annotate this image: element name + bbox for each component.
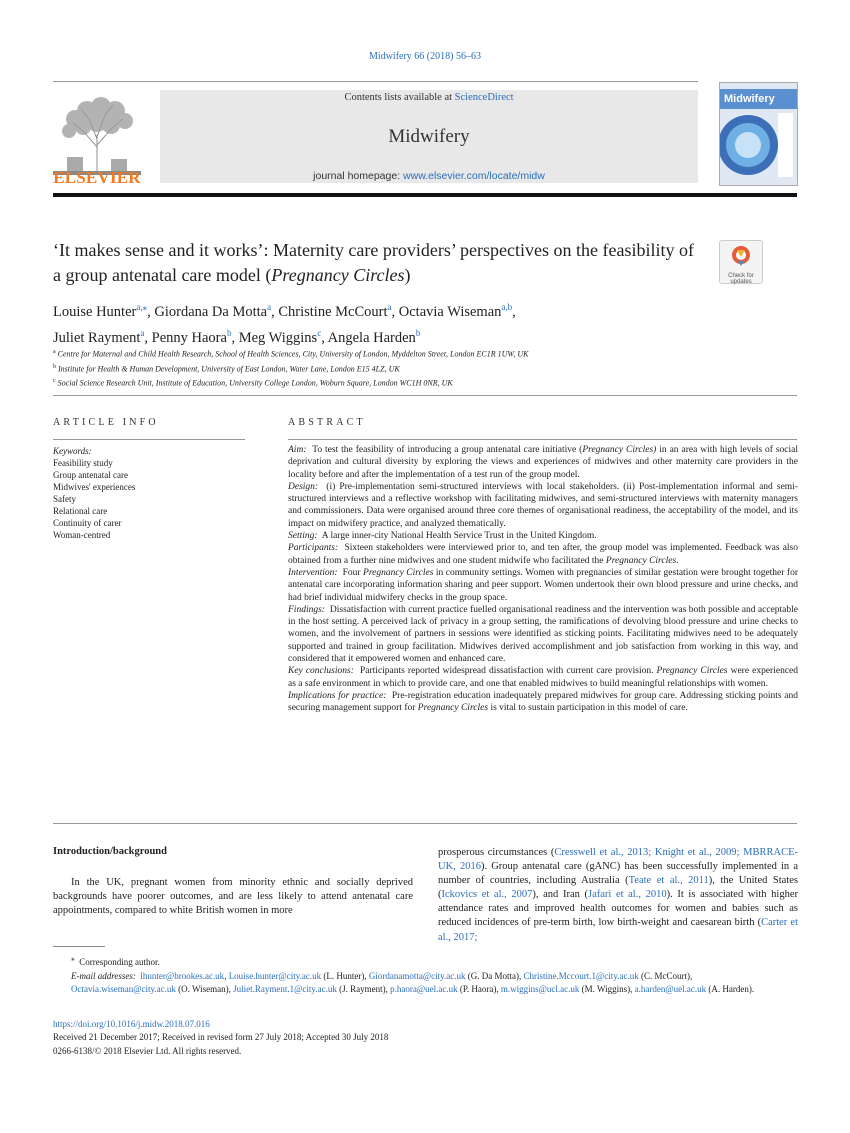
author-affiliation-marker[interactable]: a (267, 302, 272, 312)
email-link[interactable]: Christine.Mccourt.1@city.ac.uk (523, 970, 639, 981)
abstract-body (288, 444, 798, 715)
affiliation-marker: b (53, 363, 56, 370)
intervention-italic: Pregnancy Circles (363, 567, 434, 578)
homepage-prefix: journal homepage: (313, 170, 404, 182)
article-info-rule (53, 439, 245, 440)
footnote-line (53, 952, 798, 970)
email-link[interactable]: m.wiggins@ucl.ac.uk (500, 984, 580, 995)
email-addresses (53, 970, 798, 997)
intervention-label: Intervention: (288, 567, 338, 578)
aim-italic: Pregnancy Circles) (582, 445, 657, 455)
abstract-findings (288, 604, 798, 665)
paragraph-text: prosperous circumstances ( (438, 847, 555, 858)
corresponding-author-footnote (53, 952, 798, 997)
contents-line (160, 92, 698, 103)
corresponding-label: Corresponding author. (79, 957, 160, 967)
citation-link[interactable]: Ickovics et al., 2007 (441, 889, 533, 901)
email-owner: (G. Da Motta), (465, 970, 524, 981)
title-closing: ) (404, 265, 411, 285)
author-0[interactable] (53, 304, 147, 320)
citation-link[interactable]: Cresswell et al., 2013; Knight et al., 2009; MBRRACE-UK, 2016 (438, 847, 798, 873)
paragraph-text: In the UK, pregnant women from minority ethnic and socially deprived backgrounds have poorer outcomes, and are less likely to attend antenatal care appointments, compared to white British women in more (53, 877, 413, 916)
abstract-rule (288, 439, 797, 440)
homepage-line (160, 170, 698, 182)
article-title (53, 238, 703, 288)
keyword-item: Safety (53, 494, 76, 504)
implications-italic: Pregnancy Circles (417, 703, 489, 714)
conclusions-label: Key conclusions: (288, 666, 354, 677)
abstract-heading: ABSTRACT (288, 417, 366, 428)
intervention-text: Four (342, 567, 364, 578)
citation-link[interactable]: Jafari et al., 2010 (587, 889, 667, 901)
design-text: (i) Pre-implementation semi-structured interviews with local stakeholders. (ii) Post-implementation informal and semi-structured interviews and a reflective workshop with facilitating midwives, and semi-structured interviews with maternity managers and commissioners. Data were organised around three core themes of organisational readiness, the acceptability of the model, and its impact on midwifery practice, and analyzed thematically. (288, 481, 798, 529)
author-affiliation-marker[interactable]: a (140, 327, 145, 338)
publisher-name: ELSEVIER (53, 168, 141, 187)
abstract-conclusions (288, 665, 798, 690)
affiliation-item (53, 361, 797, 376)
author-affiliation-marker[interactable]: a (387, 302, 392, 312)
author-5[interactable] (151, 327, 232, 346)
abstract-design (288, 481, 798, 530)
footnote-marker: ⁎ (71, 954, 75, 963)
body-paragraph-left (53, 876, 413, 917)
section-divider (53, 395, 797, 396)
footnote-rule (53, 946, 105, 947)
keyword-item: Continuity of carer (53, 518, 122, 528)
implications-text-end: is vital to sustain participation in this model of care. (488, 703, 688, 714)
email-owner: (M. Wiggins), (579, 984, 635, 995)
copyright-line: 0266-6138/© 2018 Elsevier Ltd. All rights reserved. (53, 1045, 242, 1056)
abstract-intervention (288, 567, 798, 604)
author-name: Christine McCourt (278, 303, 388, 320)
check-for-updates-badge[interactable] (719, 240, 763, 284)
conclusions-italic: Pregnancy Circles (656, 666, 728, 677)
section-heading: Introduction/background (53, 846, 167, 857)
section-divider (53, 823, 797, 824)
paragraph-text: ), the United States ( (438, 875, 798, 901)
author-3[interactable] (399, 304, 512, 320)
author-affiliation-marker[interactable]: b (415, 327, 421, 338)
journal-cover-thumbnail[interactable] (719, 82, 798, 186)
author-separator: , (231, 329, 239, 346)
conclusions-text-end: were experienced as a safe environment in which to provide care, and one that enabled midwives to build meaningful relationships with women. (288, 666, 798, 689)
author-name: Angela Harden (327, 329, 416, 346)
title-text: ‘It makes sense and it works’: Maternity care providers’ perspectives on the feasibility of a group antenatal care model ( (53, 240, 694, 285)
participants-label: Participants: (288, 543, 339, 554)
citation-link[interactable]: Carter et al., 2017; (438, 917, 798, 943)
design-label: Design: (288, 481, 319, 492)
author-name: Giordana Da Motta (154, 303, 268, 320)
keyword-item: Woman-centred (53, 530, 111, 540)
paragraph-text: ), and Iran ( (532, 889, 588, 901)
email-link[interactable]: a.harden@uel.ac.uk (634, 984, 707, 995)
affiliation-text: Institute for Health & Human Development, University of East London, Water Lane, London E15 4LZ, UK (58, 364, 400, 374)
author-7[interactable] (327, 327, 421, 346)
affiliation-item (53, 346, 797, 361)
email-link[interactable]: Octavia.wiseman@city.ac.uk (71, 984, 176, 995)
participants-text-end: . (676, 555, 679, 566)
author-name: Penny Haora (151, 329, 227, 346)
author-name: Octavia Wiseman (398, 303, 502, 320)
intervention-text-end: in community settings. Women with pregnancies of similar gestation were brought together for antenatal care incorporating information sharing and peer support. Women undertook their own blood pressure and urine checks, and had brief individual midwifery checks in the group space. (288, 567, 798, 603)
aim-text-end: in an area with high levels of social deprivation and cultural diversity by exploring the views and experiences of midwives and other maternity care providers in the locality before and after the implementation of a test run of the group model. (288, 445, 798, 480)
setting-label: Setting: (288, 531, 318, 542)
keywords-label: Keywords: (53, 446, 92, 456)
conclusions-text: Participants reported widespread dissatisfaction with current care provision. (360, 666, 657, 677)
email-owner: (C. McCourt), (638, 970, 693, 981)
implications-label: Implications for practice: (288, 690, 387, 701)
affiliation-text: Centre for Maternal and Child Health Research, School of Health Sciences, City, University of London, Myddelton Street, London EC1R 1UW, UK (57, 349, 529, 359)
publication-info (53, 1018, 653, 1058)
author-separator: , (271, 303, 279, 320)
keyword-item: Feasibility study (53, 458, 113, 468)
header-top-rule (53, 81, 698, 82)
findings-text: Dissatisfaction with current practice fuelled organisational readiness and the intervention was both possible and acceptable in the host setting. A perceived lack of privacy in a group setting, the ramifications of devolving blood pressure and urine checks to women, and the involvement of partners in sessions were identified as sticking points. Facilitating midwives need to be adequately supported and trained in group facilitation. Midwives derived accomplishment and job satisfaction from working in this way, and considered that it empowered women and enhanced care. (288, 604, 798, 665)
journal-homepage-link[interactable]: www.elsevier.com/locate/midw (403, 170, 545, 182)
author-name: Juliet Rayment (53, 329, 141, 346)
abstract-participants (288, 542, 798, 567)
email-owner: (L. Hunter), (321, 970, 369, 981)
sciencedirect-link[interactable]: ScienceDirect (454, 92, 514, 103)
setting-text: A large inner-city National Health Service Trust in the United Kingdom. (321, 531, 597, 542)
email-link[interactable]: Louise.hunter@city.ac.uk (228, 970, 322, 981)
author-6[interactable] (238, 327, 322, 346)
implications-text: Pre-registration education inadequately prepared midwives for group care. Addressing sticking points and securing management support for (288, 690, 799, 714)
email-owner: (J. Rayment), (336, 984, 391, 995)
keyword-item: Group antenatal care (53, 470, 128, 480)
received-dates: Received 21 December 2017; Received in revised form 27 July 2018; Accepted 30 July 2018 (53, 1032, 389, 1043)
abstract-implications (288, 690, 798, 715)
abstract-aim (288, 444, 798, 481)
crossmark-label: Check for updates (728, 273, 754, 285)
author-separator: , (144, 329, 152, 346)
affiliation-item (53, 375, 797, 390)
author-list (53, 297, 797, 349)
citation-link[interactable]: Teate et al., 2011 (628, 875, 709, 887)
email-link[interactable]: lhunter@brookes.ac.uk (140, 970, 225, 981)
doi-link[interactable]: https://doi.org/10.1016/j.midw.2018.07.016 (53, 1019, 210, 1029)
author-affiliation-marker[interactable]: b (226, 327, 232, 338)
author-separator: , (147, 303, 155, 320)
cover-title: Midwifery (724, 93, 775, 105)
email-link[interactable]: Juliet.Rayment.1@city.ac.uk (233, 984, 337, 995)
author-4[interactable] (53, 327, 145, 346)
affiliations (53, 346, 797, 390)
participants-italic: Pregnancy Circles (605, 555, 677, 566)
author-separator: , (391, 303, 399, 320)
keyword-item: Midwives' experiences (53, 482, 136, 492)
author-1[interactable] (154, 304, 271, 320)
contents-prefix: Contents lists available at (344, 92, 455, 103)
findings-label: Findings: (288, 604, 325, 615)
email-label: E-mail addresses: (71, 970, 136, 981)
email-link[interactable]: p.haora@uel.ac.uk (390, 984, 458, 995)
email-owner: , (224, 970, 229, 981)
keywords-list (53, 445, 253, 541)
author-affiliation-marker[interactable]: a,b (501, 302, 513, 312)
aim-label: Aim: (288, 445, 307, 455)
email-owner: (O. Wiseman), (175, 984, 234, 995)
email-owner: (A. Harden). (706, 984, 755, 995)
author-affiliation-marker[interactable]: c (317, 327, 322, 338)
title-italic: Pregnancy Circles (271, 265, 405, 285)
journal-name: Midwifery (388, 126, 470, 147)
paragraph-text: ). Group antenatal care (gANC) has been successfully implemented in a number of countries, including Australia ( (438, 861, 798, 887)
keyword-item: Relational care (53, 506, 108, 516)
author-separator: , (321, 329, 328, 346)
affiliation-marker: c (53, 378, 56, 385)
journal-citation-link[interactable]: Midwifery 66 (2018) 56–63 (369, 51, 481, 62)
participants-text: Sixteen stakeholders were interviewed prior to, and ten after, the group model was implemented. Feedback was also obtained from a further nine midwives and one student midwife who facilitated the (288, 543, 799, 566)
abstract-setting (288, 530, 798, 542)
author-name: Louise Hunter (53, 303, 137, 320)
affiliation-text: Social Science Research Unit, Institute of Education, University College London, Woburn Square, London WC1H 0NR, UK (57, 378, 453, 388)
author-separator: , (512, 303, 516, 320)
affiliation-marker: a (53, 349, 56, 355)
paragraph-text: ). It is associated with higher attendance rates and improved health outcomes for women and babies such as reduced incidences of pre-term birth, low birth-weight and caesarean birth ( (438, 889, 798, 929)
email-link[interactable]: Giordanamotta@city.ac.uk (368, 970, 466, 981)
author-affiliation-marker[interactable]: a,⁎ (136, 302, 148, 312)
body-paragraph-right (438, 846, 798, 945)
aim-text: To test the feasibility of introducing a group antenatal care initiative ( (312, 445, 583, 455)
header-bottom-rule (53, 193, 797, 197)
author-name: Meg Wiggins (238, 329, 318, 346)
email-owner: (P. Haora), (457, 984, 501, 995)
crossmark-icon (730, 244, 752, 268)
article-info-heading: ARTICLE INFO (53, 417, 159, 428)
author-2[interactable] (278, 304, 391, 320)
